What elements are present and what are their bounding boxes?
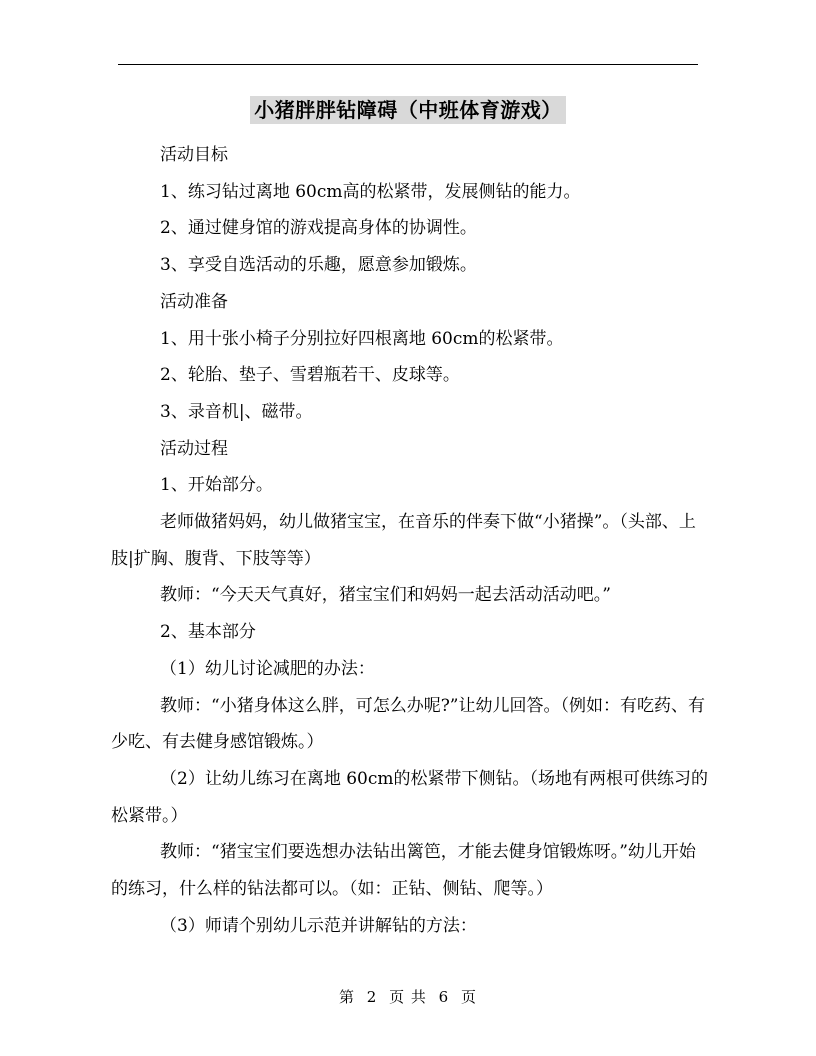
page-label-suffix: 页	[461, 988, 478, 1006]
paragraph: 教师：“今天天气真好，猪宝宝们和妈妈一起去活动活动吧。”	[160, 585, 611, 606]
paragraph: 教师：“猪宝宝们要选想办法钻出篱笆，才能去健身馆锻炼呀。”幼儿开始的练习，什么样的钻法都可以。（如：正钻、侧钻、爬等。）	[111, 842, 696, 900]
paragraph: 2、轮胎、垫子、雪碧瓶若干、皮球等。	[160, 365, 460, 386]
paragraph: 3、录音机|、磁带。	[160, 401, 313, 422]
total-pages-number: 6	[438, 988, 450, 1006]
page-label-mid: 页 共	[389, 988, 427, 1006]
paragraph: 2、通过健身馆的游戏提高身体的协调性。	[160, 218, 477, 239]
header-rule	[118, 64, 698, 65]
section-heading-preparation: 活动准备	[160, 291, 228, 312]
paragraph: （3）师请个别幼儿示范并讲解钻的方法：	[160, 915, 477, 936]
paragraph: （1）幼儿讨论减肥的办法：	[160, 658, 375, 679]
paragraph: 3、享受自选活动的乐趣，愿意参加锻炼。	[160, 255, 477, 276]
section-heading-goals: 活动目标	[160, 145, 228, 165]
paragraph: （2）让幼儿练习在离地 60cm的松紧带下侧钻。（场地有两根可供练习的松紧带。）	[111, 768, 708, 826]
title-container	[0, 96, 816, 124]
paragraph: 1、开始部分。	[160, 475, 273, 496]
page-label-prefix: 第	[338, 988, 355, 1006]
paragraph: 1、用十张小椅子分别拉好四根离地 60cm的松紧带。	[160, 328, 564, 349]
paragraph: 2、基本部分	[160, 622, 256, 643]
document-title: 小猪胖胖钻障碍（中班体育游戏）	[250, 96, 566, 124]
page-footer	[0, 986, 816, 1007]
document-body	[111, 137, 711, 944]
paragraph: 教师：“小猪身体这么胖，可怎么办呢?”让幼儿回答。（例如：有吃药、有少吃、有去健身感馆锻炼。）	[111, 695, 705, 753]
paragraph: 老师做猪妈妈，幼儿做猪宝宝，在音乐的伴奏下做“小猪操”。（头部、上肢|扩胸、腹背、下肢等等）	[111, 512, 696, 569]
section-heading-process: 活动过程	[160, 438, 228, 459]
current-page-number: 2	[366, 988, 378, 1006]
paragraph: 1、练习钻过离地 60cm高的松紧带，发展侧钻的能力。	[160, 181, 581, 202]
